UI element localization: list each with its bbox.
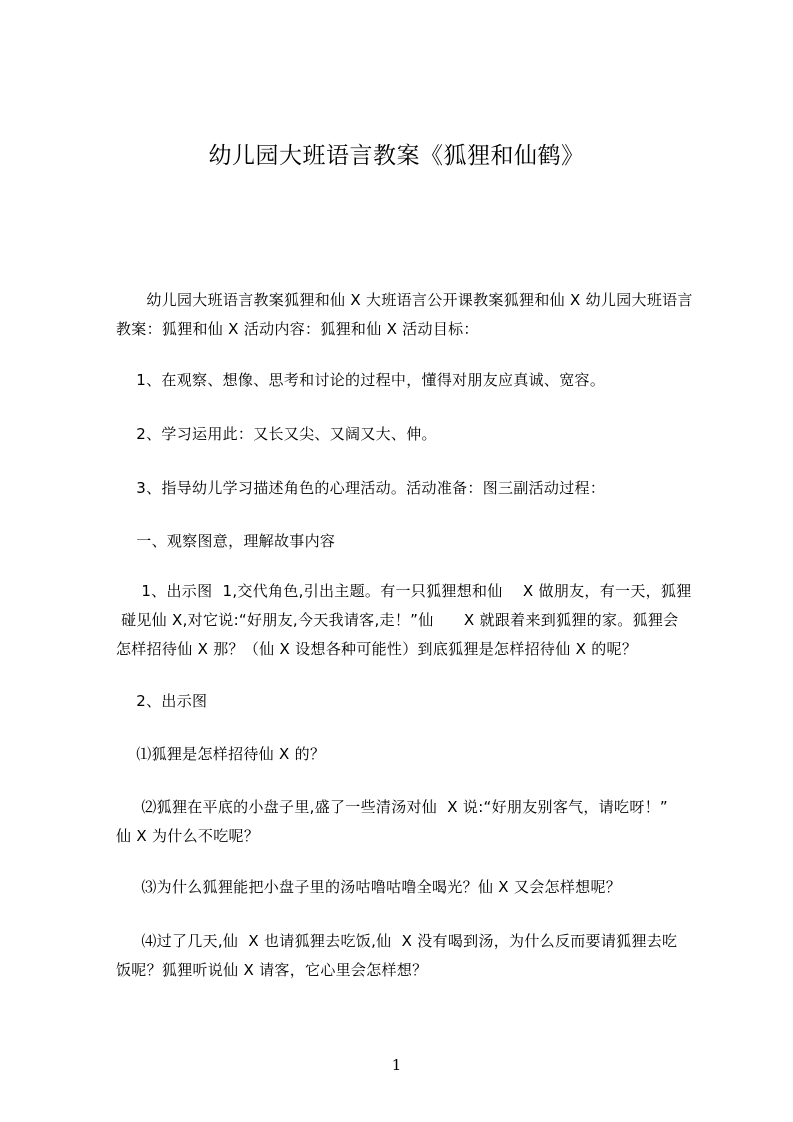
step-1-line-1: 1、出示图 1,交代角色,引出主题。有一只狐狸想和仙 X 做朋友，有一天，狐狸: [116, 582, 692, 600]
intro-paragraph: [116, 286, 716, 344]
question-1-paragraph: ⑴狐狸是怎样招待仙 X 的？: [116, 745, 326, 763]
step-1-line-3: 怎样招待仙 X 那？（仙 X 设想各种可能性）到底狐狸是怎样招待仙 X 的呢？: [116, 640, 638, 658]
question-4-line-2: 饭呢？狐狸听说仙 X 请客，它心里会怎样想？: [116, 961, 428, 979]
step-1-line-2: 碰见仙 X,对它说:“好朋友,今天我请客,走！”仙 X 就跟着来到狐狸的家。狐狸会: [116, 611, 679, 629]
question-2-paragraph: [116, 793, 716, 851]
step-2-paragraph: 2、出示图: [116, 692, 208, 710]
page-number: 1: [391, 1056, 402, 1074]
goal-2-paragraph: 2、学习运用此：又长又尖、又阔又大、伸。: [116, 425, 437, 443]
goal-1-paragraph: 1、在观察、想像、思考和讨论的过程中，懂得对朋友应真诚、宽容。: [116, 371, 606, 389]
section-heading: 一、观察图意，理解故事内容: [116, 532, 336, 550]
question-4-paragraph: [116, 927, 716, 985]
document-title: 幼儿园大班语言教案《狐狸和仙鹤》: [208, 143, 585, 169]
question-4-line-1: ⑷过了几天,仙 X 也请狐狸去吃饭,仙 X 没有喝到汤，为什么反而要请狐狸去吃: [116, 932, 678, 950]
question-2-line-1: ⑵狐狸在平底的小盘子里,盛了一些清汤对仙 X 说:“好朋友别客气，请吃呀！”: [116, 798, 668, 816]
question-3-paragraph: ⑶为什么狐狸能把小盘子里的汤咕噜咕噜全喝光？仙 X 又会怎样想呢？: [116, 878, 622, 896]
question-2-line-2: 仙 X 为什么不吃呢？: [116, 827, 260, 845]
intro-line-2: 教案：狐狸和仙 X 活动内容：狐狸和仙 X 活动目标：: [116, 320, 479, 338]
intro-line-1: 幼儿园大班语言教案狐狸和仙 X 大班语言公开课教案狐狸和仙 X 幼儿园大班语言: [116, 291, 693, 309]
step-1-paragraph: [116, 577, 716, 664]
goal-3-paragraph: 3、指导幼儿学习描述角色的心理活动。活动准备：图三副活动过程：: [116, 479, 606, 497]
